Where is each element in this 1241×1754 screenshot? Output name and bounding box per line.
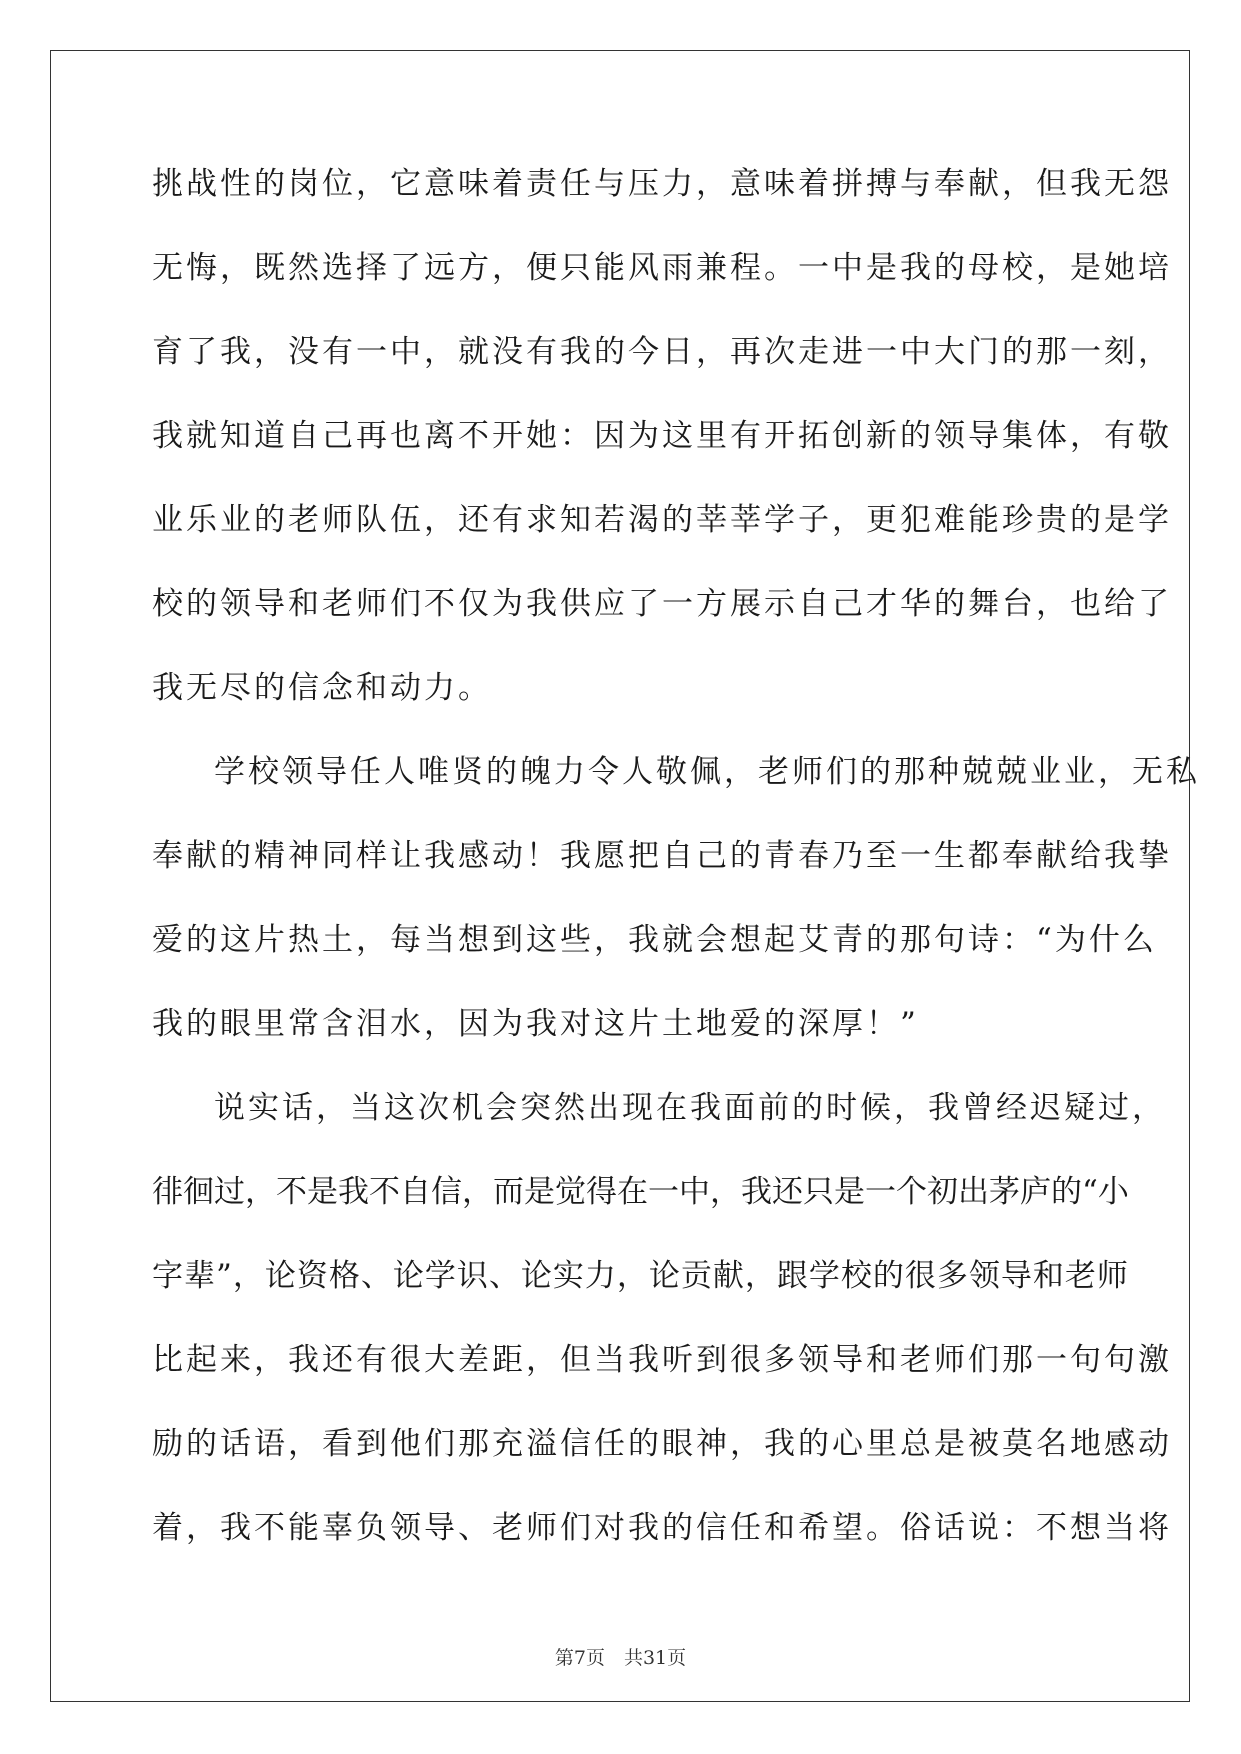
text-line: 比起来，我还有很大差距，但当我听到很多领导和老师们那一句句激 [152, 1342, 1172, 1378]
text-line: 业乐业的老师队伍，还有求知若渴的莘莘学子，更犯难能珍贵的是学 [152, 502, 1172, 538]
text-line: 育了我，没有一中，就没有我的今日，再次走进一中大门的那一刻， [152, 334, 1172, 370]
text-line: 我的眼里常含泪水，因为我对这片土地爱的深厚！” [152, 1006, 919, 1042]
page-number-footer: 第7页 共31页 [554, 1647, 687, 1669]
document-body [152, 160, 1200, 1588]
text-line: 徘徊过，不是我不自信，而是觉得在一中，我还只是一个初出茅庐的“小 [152, 1174, 1129, 1210]
text-line: 学校领导任人唯贤的魄力令人敬佩，老师们的那种兢兢业业，无私 [214, 754, 1200, 790]
text-line: 字辈”，论资格、论学识、论实力，论贡献，跟学校的很多领导和老师 [152, 1258, 1129, 1294]
text-line: 励的话语，看到他们那充溢信任的眼神，我的心里总是被莫名地感动 [152, 1426, 1172, 1462]
text-line: 挑战性的岗位，它意味着责任与压力，意味着拼搏与奉献，但我无怨 [152, 166, 1172, 202]
text-line: 我无尽的信念和动力。 [152, 670, 492, 706]
text-line: 我就知道自己再也离不开她：因为这里有开拓创新的领导集体，有敬 [152, 418, 1172, 454]
text-line: 说实话，当这次机会突然出现在我面前的时候，我曾经迟疑过， [214, 1090, 1166, 1126]
text-line: 着，我不能辜负领导、老师们对我的信任和希望。俗话说：不想当将 [152, 1510, 1172, 1546]
text-line: 校的领导和老师们不仅为我供应了一方展示自己才华的舞台，也给了 [152, 586, 1172, 622]
text-line: 无悔，既然选择了远方，便只能风雨兼程。一中是我的母校，是她培 [152, 250, 1172, 286]
text-line: 奉献的精神同样让我感动！我愿把自己的青春乃至一生都奉献给我挚 [152, 838, 1172, 874]
text-line: 爱的这片热土，每当想到这些，我就会想起艾青的那句诗：“为什么 [152, 922, 1157, 958]
